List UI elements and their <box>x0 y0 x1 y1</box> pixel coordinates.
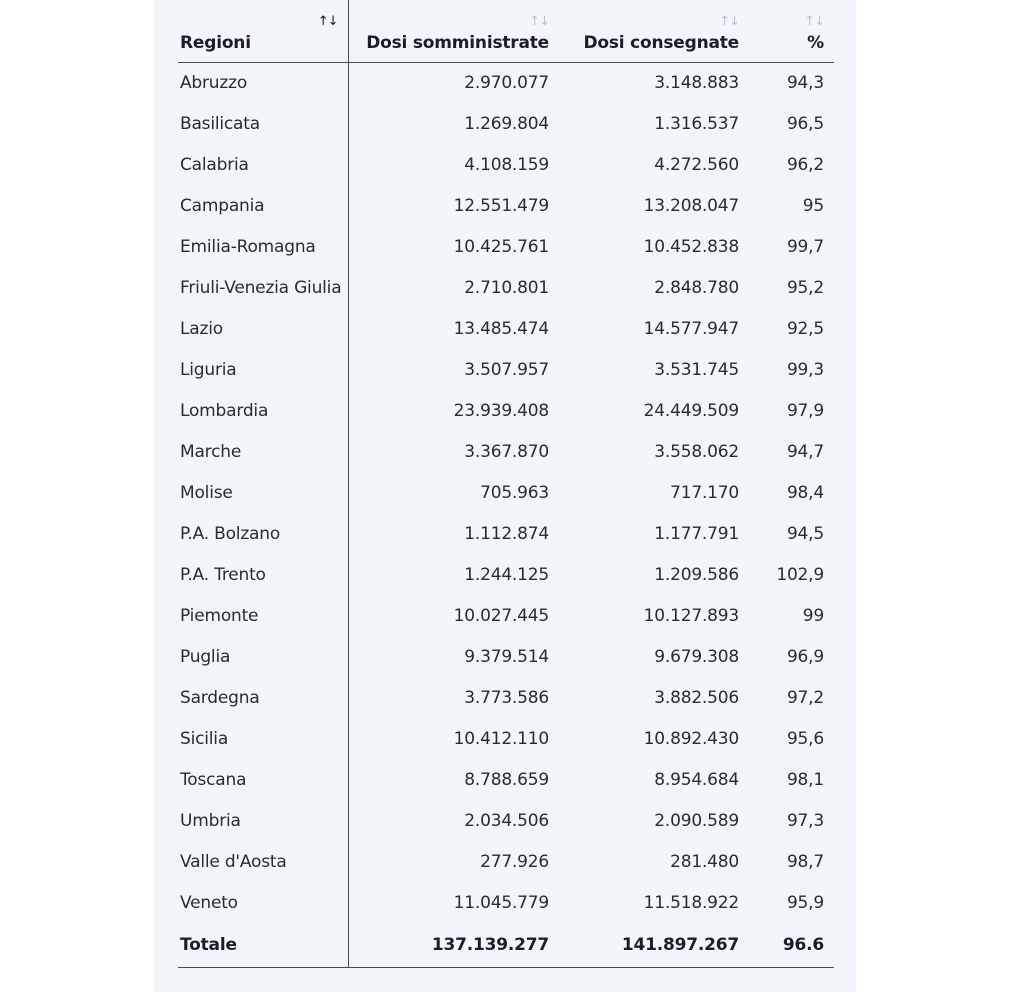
cell-administered: 10.027.445 <box>453 605 549 626</box>
cell-region: Marche <box>178 431 348 472</box>
cell-region: Piemonte <box>178 595 348 636</box>
cell-region: Liguria <box>178 349 348 390</box>
cell-percent: 96,5 <box>786 113 824 134</box>
cell-delivered: 10.127.893 <box>643 605 739 626</box>
table-row <box>178 513 834 554</box>
cell-percent: 98,7 <box>786 851 824 872</box>
table-row <box>178 226 834 267</box>
cell-delivered: 3.531.745 <box>654 359 739 380</box>
total-percent: 96.6 <box>749 923 834 967</box>
cell-administered: 1.112.874 <box>464 523 549 544</box>
cell-percent: 94,7 <box>786 441 824 462</box>
cell-delivered: 3.148.883 <box>654 72 739 93</box>
table-row <box>178 431 834 472</box>
column-header-dosi-consegnate[interactable] <box>559 0 749 62</box>
cell-region: Sicilia <box>178 718 348 759</box>
cell-region: Basilicata <box>178 103 348 144</box>
cell-administered: 277.926 <box>480 851 549 872</box>
cell-region: P.A. Trento <box>178 554 348 595</box>
cell-delivered: 24.449.509 <box>643 400 739 421</box>
table-row <box>178 718 834 759</box>
cell-administered: 9.379.514 <box>464 646 549 667</box>
cell-percent: 94,3 <box>786 72 824 93</box>
cell-region: Lazio <box>178 308 348 349</box>
cell-region: Abruzzo <box>178 62 348 103</box>
table-row <box>178 267 834 308</box>
table-row <box>178 390 834 431</box>
cell-administered: 2.034.506 <box>464 810 549 831</box>
cell-delivered: 10.452.838 <box>643 236 739 257</box>
cell-percent: 96,9 <box>786 646 824 667</box>
cell-administered: 23.939.408 <box>453 400 549 421</box>
column-header-label: % <box>807 32 824 53</box>
table-row <box>178 595 834 636</box>
column-header-percent[interactable] <box>749 0 834 62</box>
column-header-label: Dosi somministrate <box>366 32 549 53</box>
cell-administered: 3.507.957 <box>464 359 549 380</box>
table-row <box>178 882 834 923</box>
cell-delivered: 1.209.586 <box>654 564 739 585</box>
cell-administered: 12.551.479 <box>453 195 549 216</box>
cell-delivered: 11.518.922 <box>643 892 739 913</box>
cell-region: Puglia <box>178 636 348 677</box>
cell-percent: 97,9 <box>786 400 824 421</box>
cell-delivered: 2.090.589 <box>654 810 739 831</box>
cell-delivered: 1.316.537 <box>654 113 739 134</box>
table-row <box>178 472 834 513</box>
cell-delivered: 3.882.506 <box>654 687 739 708</box>
cell-percent: 96,2 <box>786 154 824 175</box>
cell-administered: 4.108.159 <box>464 154 549 175</box>
cell-delivered: 2.848.780 <box>654 277 739 298</box>
cell-percent: 97,2 <box>786 687 824 708</box>
cell-administered: 10.412.110 <box>453 728 549 749</box>
table-row <box>178 636 834 677</box>
column-header-dosi-somministrate[interactable] <box>348 0 559 62</box>
cell-region: Campania <box>178 185 348 226</box>
cell-delivered: 3.558.062 <box>654 441 739 462</box>
sort-icon[interactable]: ↑↓ <box>317 14 338 29</box>
cell-administered: 10.425.761 <box>453 236 549 257</box>
cell-delivered: 10.892.430 <box>643 728 739 749</box>
table-row <box>178 841 834 882</box>
column-header-label: Regioni <box>180 32 251 53</box>
cell-percent: 92,5 <box>786 318 824 339</box>
vaccine-table-panel <box>154 0 856 992</box>
cell-administered: 11.045.779 <box>453 892 549 913</box>
cell-region: Sardegna <box>178 677 348 718</box>
cell-delivered: 9.679.308 <box>654 646 739 667</box>
cell-percent: 94,5 <box>786 523 824 544</box>
cell-percent: 99,3 <box>786 359 824 380</box>
cell-administered: 3.773.586 <box>464 687 549 708</box>
cell-delivered: 13.208.047 <box>643 195 739 216</box>
cell-delivered: 4.272.560 <box>654 154 739 175</box>
cell-region: Toscana <box>178 759 348 800</box>
table-row <box>178 308 834 349</box>
cell-region: Umbria <box>178 800 348 841</box>
table-header-row <box>178 0 834 62</box>
cell-percent: 95 <box>802 195 824 216</box>
table-row <box>178 144 834 185</box>
cell-administered: 13.485.474 <box>453 318 549 339</box>
total-delivered: 141.897.267 <box>559 923 749 967</box>
cell-administered: 3.367.870 <box>464 441 549 462</box>
cell-region: Lombardia <box>178 390 348 431</box>
cell-percent: 99 <box>802 605 824 626</box>
cell-percent: 95,6 <box>786 728 824 749</box>
cell-percent: 98,1 <box>786 769 824 790</box>
cell-region: Valle d'Aosta <box>178 841 348 882</box>
cell-administered: 2.970.077 <box>464 72 549 93</box>
cell-percent: 98,4 <box>786 482 824 503</box>
cell-region: Emilia-Romagna <box>178 226 348 267</box>
cell-percent: 95,2 <box>786 277 824 298</box>
sort-icon[interactable]: ↑↓ <box>804 14 824 29</box>
total-row <box>178 923 834 967</box>
total-label: Totale <box>178 923 348 967</box>
cell-percent: 99,7 <box>786 236 824 257</box>
column-header-regioni[interactable] <box>178 0 348 62</box>
cell-region: Calabria <box>178 144 348 185</box>
cell-delivered: 717.170 <box>670 482 739 503</box>
cell-administered: 1.269.804 <box>464 113 549 134</box>
sort-icon[interactable]: ↑↓ <box>529 14 549 29</box>
cell-percent: 102,9 <box>776 564 824 585</box>
table-body <box>178 62 834 923</box>
table-row <box>178 800 834 841</box>
table-row <box>178 103 834 144</box>
cell-delivered: 14.577.947 <box>643 318 739 339</box>
cell-percent: 95,9 <box>786 892 824 913</box>
cell-percent: 97,3 <box>786 810 824 831</box>
cell-delivered: 281.480 <box>670 851 739 872</box>
cell-administered: 2.710.801 <box>464 277 549 298</box>
cell-region: Friuli-Venezia Giulia <box>178 267 348 308</box>
sort-icon[interactable]: ↑↓ <box>719 14 739 29</box>
total-administered: 137.139.277 <box>348 923 559 967</box>
column-header-label: Dosi consegnate <box>583 32 739 53</box>
cell-region: Molise <box>178 472 348 513</box>
table-row <box>178 554 834 595</box>
table-row <box>178 677 834 718</box>
cell-administered: 705.963 <box>480 482 549 503</box>
table-row <box>178 759 834 800</box>
cell-administered: 1.244.125 <box>464 564 549 585</box>
table-row <box>178 349 834 390</box>
table-row <box>178 185 834 226</box>
cell-delivered: 8.954.684 <box>654 769 739 790</box>
cell-administered: 8.788.659 <box>464 769 549 790</box>
table-row <box>178 62 834 103</box>
cell-region: P.A. Bolzano <box>178 513 348 554</box>
cell-region: Veneto <box>178 882 348 923</box>
vaccine-doses-table <box>178 0 834 968</box>
cell-delivered: 1.177.791 <box>654 523 739 544</box>
